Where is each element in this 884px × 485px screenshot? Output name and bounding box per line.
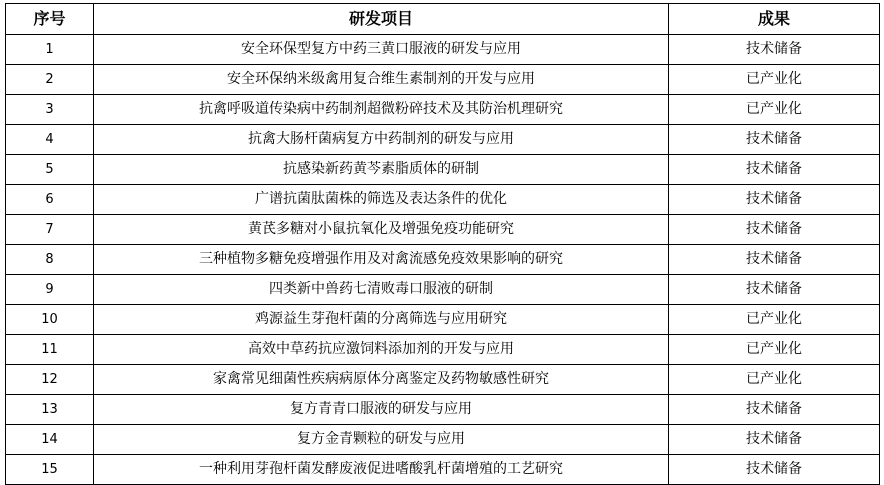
cell-index: 6 [6, 185, 94, 215]
cell-project: 广谱抗菌肽菌株的筛选及表达条件的优化 [94, 185, 669, 215]
cell-project: 安全环保型复方中药三黄口服液的研发与应用 [94, 35, 669, 65]
cell-result: 技术储备 [669, 185, 880, 215]
table-row [6, 35, 880, 65]
cell-index: 14 [6, 425, 94, 455]
cell-result: 技术储备 [669, 455, 880, 485]
cell-result: 已产业化 [669, 95, 880, 125]
cell-index: 7 [6, 215, 94, 245]
table-row [6, 125, 880, 155]
table-row [6, 395, 880, 425]
table-row [6, 95, 880, 125]
cell-result: 技术储备 [669, 395, 880, 425]
cell-project: 复方金青颗粒的研发与应用 [94, 425, 669, 455]
cell-index: 12 [6, 365, 94, 395]
cell-project: 抗禽大肠杆菌病复方中药制剂的研发与应用 [94, 125, 669, 155]
cell-index: 15 [6, 455, 94, 485]
table-row [6, 335, 880, 365]
cell-index: 8 [6, 245, 94, 275]
cell-project: 抗感染新药黄芩素脂质体的研制 [94, 155, 669, 185]
cell-project: 一种利用芽孢杆菌发酵废液促进嗜酸乳杆菌增殖的工艺研究 [94, 455, 669, 485]
cell-result: 已产业化 [669, 65, 880, 95]
cell-project: 家禽常见细菌性疾病病原体分离鉴定及药物敏感性研究 [94, 365, 669, 395]
cell-result: 技术储备 [669, 275, 880, 305]
cell-project: 高效中草药抗应激饲料添加剂的开发与应用 [94, 335, 669, 365]
table-body [6, 35, 880, 485]
cell-result: 技术储备 [669, 425, 880, 455]
cell-project: 黄芪多糖对小鼠抗氧化及增强免疫功能研究 [94, 215, 669, 245]
cell-index: 3 [6, 95, 94, 125]
cell-result: 技术储备 [669, 155, 880, 185]
cell-index: 4 [6, 125, 94, 155]
cell-result: 技术储备 [669, 215, 880, 245]
cell-index: 1 [6, 35, 94, 65]
table-row [6, 65, 880, 95]
table-header-row [6, 4, 880, 35]
table-header [6, 4, 880, 35]
cell-index: 2 [6, 65, 94, 95]
cell-index: 5 [6, 155, 94, 185]
column-header-project: 研发项目 [94, 4, 669, 35]
cell-result: 已产业化 [669, 335, 880, 365]
column-header-result: 成果 [669, 4, 880, 35]
table-row [6, 245, 880, 275]
cell-project: 安全环保纳米级禽用复合维生素制剂的开发与应用 [94, 65, 669, 95]
table-row [6, 305, 880, 335]
cell-result: 技术储备 [669, 245, 880, 275]
table-row [6, 425, 880, 455]
cell-index: 9 [6, 275, 94, 305]
cell-index: 11 [6, 335, 94, 365]
column-header-index: 序号 [6, 4, 94, 35]
table-row [6, 155, 880, 185]
cell-result: 已产业化 [669, 365, 880, 395]
cell-project: 抗禽呼吸道传染病中药制剂超微粉碎技术及其防治机理研究 [94, 95, 669, 125]
table-row [6, 365, 880, 395]
cell-project: 鸡源益生芽孢杆菌的分离筛选与应用研究 [94, 305, 669, 335]
cell-index: 10 [6, 305, 94, 335]
cell-index: 13 [6, 395, 94, 425]
table-row [6, 275, 880, 305]
table-row [6, 185, 880, 215]
cell-result: 技术储备 [669, 35, 880, 65]
cell-project: 四类新中兽药七清败毒口服液的研制 [94, 275, 669, 305]
research-projects-table [5, 3, 880, 485]
table-row [6, 215, 880, 245]
cell-result: 技术储备 [669, 125, 880, 155]
cell-project: 复方青青口服液的研发与应用 [94, 395, 669, 425]
cell-project: 三种植物多糖免疫增强作用及对禽流感免疫效果影响的研究 [94, 245, 669, 275]
cell-result: 已产业化 [669, 305, 880, 335]
